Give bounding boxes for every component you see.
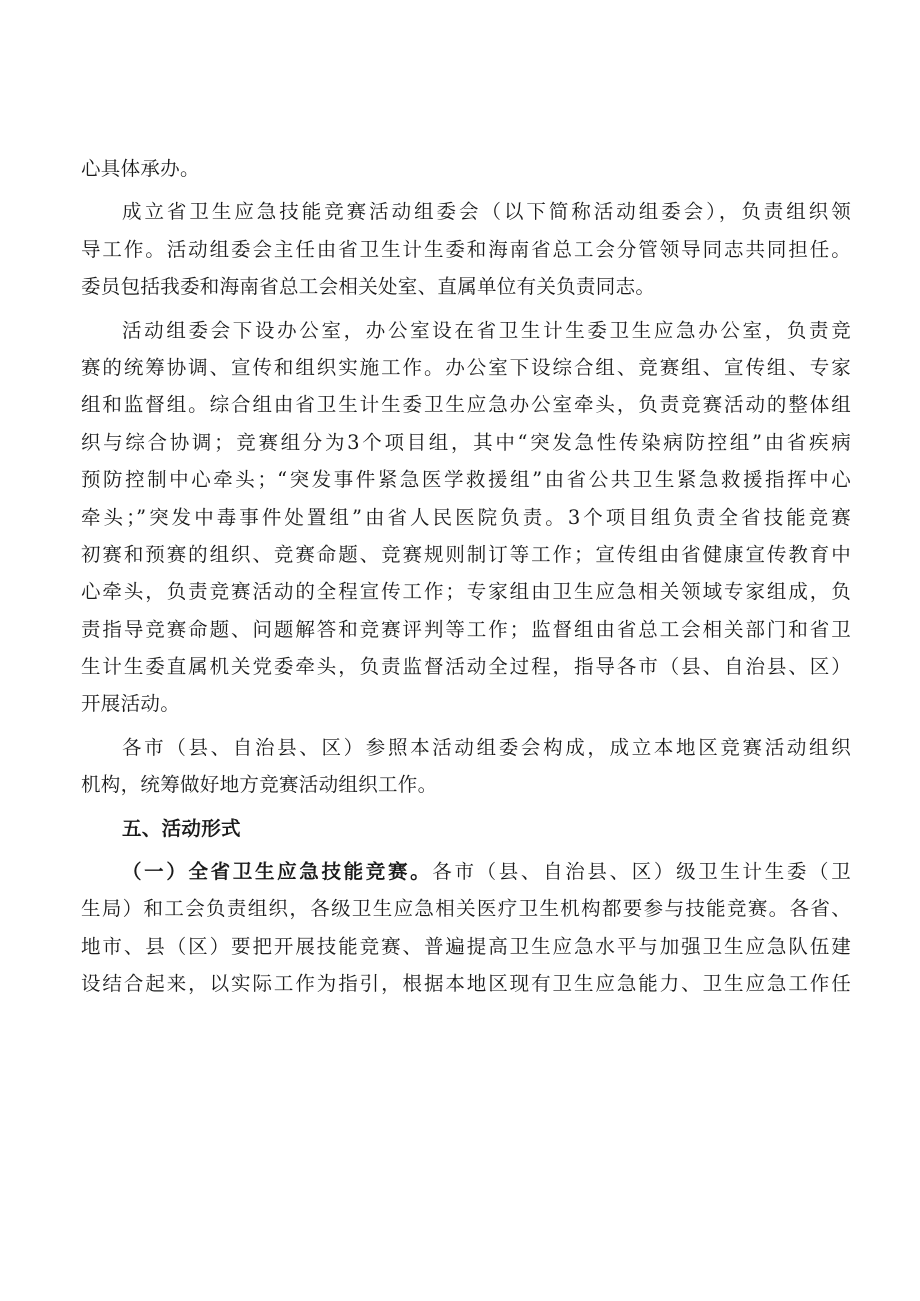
paragraph-line: 活动组委会下设办公室，办公室设在省卫生计生委卫生应急办公室，负责竞 [122, 318, 851, 342]
paragraph-line [81, 853, 851, 890]
paragraph-line: 机构，统筹做好地方竞赛活动组织工作。 [81, 773, 438, 797]
paragraph-line: 牵头；”突发中毒事件处置组”由省人民医院负责。3个项目组负责全省技能竞赛 [81, 505, 851, 529]
paragraph-line: 生局）和工会负责组织，各级卫生应急相关医疗卫生机构都要参与技能竞赛。各省、 [81, 897, 851, 921]
paragraph-line-rest: 各市（县、自治县、区）级卫生计生委（卫 [432, 860, 852, 884]
paragraph-line: 心具体承办。 [81, 157, 200, 180]
paragraph-line: 地市、县（区）要把开展技能竞赛、普遍提高卫生应急水平与加强卫生应急队伍建 [81, 934, 851, 958]
paragraph-line: 委员包括我委和海南省总工会相关处室、直属单位有关负责同志。 [81, 275, 656, 299]
paragraph-line: 设结合起来，以实际工作为指引，根据本地区现有卫生应急能力、卫生应急工作任 [81, 972, 851, 996]
paragraph-line: 导工作。活动组委会主任由省卫生计生委和海南省总工会分管领导同志共同担任。 [81, 237, 851, 261]
paragraph-line: 开展活动。 [81, 692, 181, 716]
paragraph-line: 初赛和预赛的组织、竞赛命题、竞赛规则制订等工作；宣传组由省健康宣传教育中 [81, 542, 851, 566]
bold-lead: （一）全省卫生应急技能竞赛。 [122, 860, 433, 884]
paragraph-line: 预防控制中心牵头；“突发事件紧急医学救援组”由省公共卫生紧急救援指挥中心 [81, 468, 851, 492]
paragraph-line: 赛的统筹协调、宣传和组织实施工作。办公室下设综合组、竞赛组、宣传组、专家 [81, 355, 851, 379]
paragraph-line: 织与综合协调；竞赛组分为3个项目组，其中“突发急性传染病防控组”由省疾病 [81, 430, 851, 454]
paragraph-line: 心牵头，负责竞赛活动的全程宣传工作；专家组由卫生应急相关领域专家组成，负 [81, 580, 851, 604]
paragraph-line: 各市（县、自治县、区）参照本活动组委会构成，成立本地区竞赛活动组织 [122, 735, 851, 759]
section-heading: 五、活动形式 [122, 816, 241, 840]
paragraph-line: 责指导竞赛命题、问题解答和竞赛评判等工作；监督组由省总工会相关部门和省卫 [81, 617, 851, 641]
paragraph-line: 成立省卫生应急技能竞赛活动组委会（以下简称活动组委会），负责组织领 [122, 200, 851, 224]
paragraph-line: 组和监督组。综合组由省卫生计生委卫生应急办公室牵头，负责竞赛活动的整体组 [81, 393, 851, 417]
document-page [81, 150, 851, 1003]
paragraph-line: 生计生委直属机关党委牵头，负责监督活动全过程，指导各市（县、自治县、区） [81, 655, 851, 679]
